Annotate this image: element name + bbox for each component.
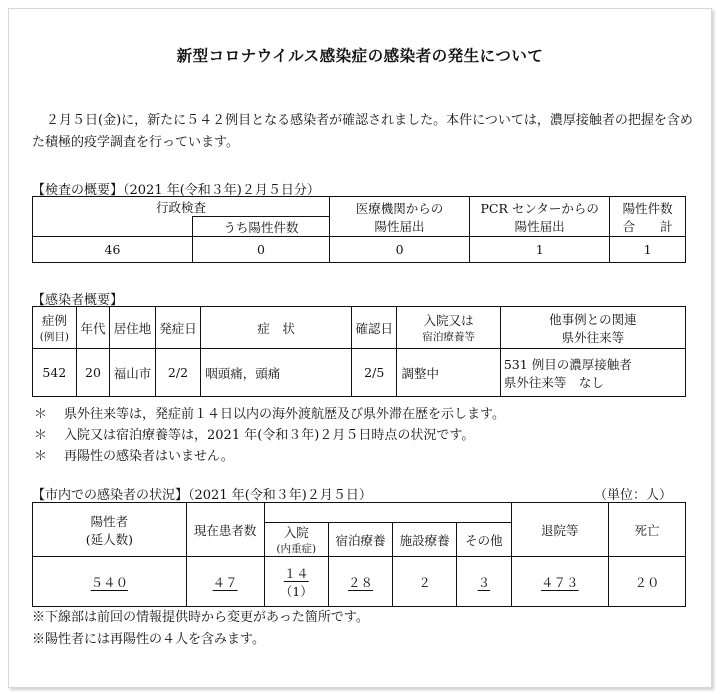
header-admin-positive: うち陽性件数	[192, 217, 329, 237]
header-hosp: 入院 (内重症)	[264, 523, 328, 557]
header-discharged: 退院等	[511, 503, 609, 557]
value-current: ４７	[186, 557, 264, 607]
header-lodging: 宿泊療養	[329, 523, 393, 557]
header-symptoms: 症 状	[201, 307, 352, 349]
page-title: 新型コロナウイルス感染症の感染者の発生について	[176, 47, 544, 65]
case-no: 542	[33, 349, 77, 397]
header-confirmed: 確認日	[351, 307, 397, 349]
header-admin-blank	[33, 217, 193, 237]
header-residence: 居住地	[110, 307, 155, 349]
intro-paragraph: ２月５日(金)に，新たに５４２例目となる感染者が確認されました。本件については，濃厚接触者の把握を含めた積極的疫学調査を行っています。	[32, 113, 693, 150]
header-positive: 陽性者 (延人数)	[33, 503, 187, 557]
header-pcr: PCR センターからの 陽性届出	[470, 197, 610, 237]
header-other: その他	[457, 523, 511, 557]
value-positive: ５４０	[33, 557, 187, 607]
header-medical: 医療機関からの 陽性届出	[330, 197, 470, 237]
header-hospital: 入院又は 宿泊療養等	[397, 307, 500, 349]
header-current: 現在患者数	[186, 503, 264, 557]
header-death: 死亡	[609, 503, 686, 557]
footnote-1: ※下線部は前回の情報提供時から変更があった箇所です。	[32, 610, 369, 625]
case-confirmed: 2/5	[351, 349, 397, 397]
city-heading: 【市内での感染者の状況】（2021 年(令和３年)２月５日）	[32, 488, 372, 503]
value-death: ２０	[609, 557, 686, 607]
note-1: ＊ 県外往来等は，発症前１４日以内の海外渡航歴及び県外滞在歴を示します。	[34, 407, 505, 422]
header-age: 年代	[76, 307, 110, 349]
value-hosp: １４ （1）	[264, 557, 328, 607]
header-case-no: 症例 (例目)	[33, 307, 77, 349]
case-relation: 531 例目の濃厚接触者 県外往来等 なし	[500, 349, 685, 397]
value-medical: 0	[330, 237, 470, 263]
value-total: 1	[610, 237, 686, 263]
value-other: ３	[457, 557, 511, 607]
city-table	[32, 502, 686, 607]
inspection-table	[32, 196, 686, 263]
case-symptoms: 咽頭痛，頭痛	[201, 349, 352, 397]
value-discharged: ４７３	[511, 557, 609, 607]
header-facility: 施設療養	[393, 523, 457, 557]
case-age: 20	[76, 349, 110, 397]
value-lodging: ２８	[329, 557, 393, 607]
note-3: ＊ 再陽性の感染者はいません。	[34, 449, 234, 464]
header-current-breakdown	[264, 503, 511, 523]
header-relation: 他事例との関連 県外往来等	[500, 307, 685, 349]
case-hospital: 調整中	[397, 349, 500, 397]
header-total: 陽性件数 合 計	[610, 197, 686, 237]
note-2: ＊ 入院又は宿泊療養等は，2021 年(令和３年)２月５日時点の状況です。	[34, 428, 475, 443]
city-unit: （単位：人）	[594, 488, 673, 503]
cases-table	[32, 306, 686, 397]
value-admin: 46	[33, 237, 193, 263]
footnote-2: ※陽性者には再陽性の４人を含みます。	[32, 632, 265, 647]
case-residence: 福山市	[110, 349, 155, 397]
value-pcr: 1	[470, 237, 610, 263]
inspection-heading: 【検査の概要】（2021 年(令和３年)２月５日分）	[32, 183, 320, 198]
value-admin-positive: 0	[192, 237, 329, 263]
value-facility: ２	[393, 557, 457, 607]
header-onset: 発症日	[155, 307, 201, 349]
header-admin: 行政検査	[33, 197, 330, 217]
case-onset: 2/2	[155, 349, 201, 397]
cases-heading: 【感染者概要】	[32, 293, 124, 308]
